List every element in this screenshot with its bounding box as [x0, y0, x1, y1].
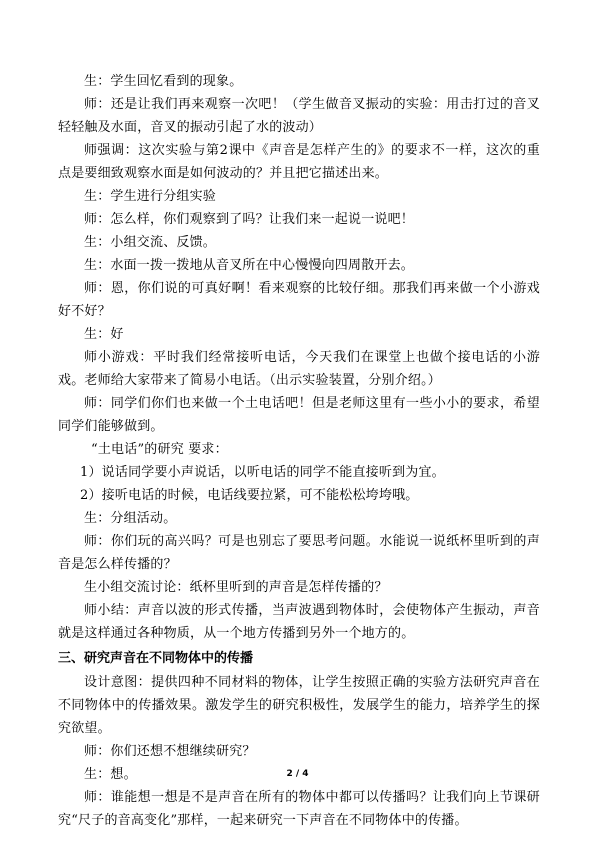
paragraph: 生：分组活动。: [84, 511, 177, 526]
paragraph: 师：恩，你们说的可真好啊！看来观察的比较仔细。那我们再来做一个小游戏好不好？: [58, 281, 540, 319]
paragraph: 生：好: [84, 327, 124, 342]
paragraph: 师小结：声音以波的形式传播，当声波遇到物体时，会使物体产生振动，声音就是这样通过各种物质，从一个地方传播到另外一个地方的。: [58, 603, 540, 641]
page-number: 2 / 4: [286, 769, 309, 779]
paragraph: 师：同学们你们也来做一个土电话吧！但是老师这里有一些小小的要求，希望同学们能够做到。: [58, 396, 540, 434]
paragraph: 师：还是让我们再来观察一次吧！（学生做音叉振动的实验：用击打过的音叉轻轻触及水面，音叉的振动引起了水的波动）: [58, 97, 540, 135]
paragraph: 师：你们玩的高兴吗？可是也别忘了要思考问题。水能说一说纸杯里听到的声音是怎么样传播的？: [58, 534, 540, 572]
requirement-item: 2）接听电话的时候，电话线要拉紧，可不能松松垮垮哦。: [80, 488, 419, 503]
paragraph: 生小组交流讨论：纸杯里听到的声音是怎样传播的？: [84, 580, 388, 595]
paragraph: 生：小组交流、反馈。: [84, 235, 217, 250]
paragraph: 生：学生回忆看到的现象。: [84, 74, 243, 89]
requirements-title: “土电话”的研究 要求：: [91, 442, 228, 457]
paragraph: 设计意图：提供四种不同材料的物体，让学生按照正确的实验方法研究声音在不同物体中的传播效果。激发学生的研究积极性，发展学生的能力，培养学生的探究欲望。: [58, 675, 540, 736]
paragraph: 师：你们还想不想继续研究？: [84, 744, 256, 759]
requirement-item: 1）说话同学要小声说话，以听电话的同学不能直接听到为宜。: [80, 465, 445, 480]
paragraph: 生：水面一拨一拨地从音叉所在中心慢慢向四周散开去。: [84, 258, 415, 273]
paragraph: 师强调：这次实验与第2课中《声音是怎样产生的》的要求不一样，这次的重点是要细致观察水面是如何波动的？并且把它描述出来。: [58, 143, 540, 181]
paragraph: 生：学生进行分组实验: [84, 189, 217, 204]
document-body: [58, 70, 540, 832]
paragraph: 师小游戏：平时我们经常接听电话，今天我们在课堂上也做个接电话的小游戏。老师给大家带来了简易小电话。（出示实验装置，分别介绍。）: [58, 350, 540, 388]
paragraph: 师：谁能想一想是不是声音在所有的物体中都可以传播吗？让我们向上节课研究“尺子的音高变化”那样，一起来研究一下声音在不同物体中的传播。: [58, 790, 540, 828]
section-heading: 三、研究声音在不同物体中的传播: [58, 651, 254, 666]
paragraph: 师：怎么样，你们观察到了吗？让我们来一起说一说吧！: [84, 212, 415, 227]
paragraph: 生：想。: [84, 767, 137, 782]
